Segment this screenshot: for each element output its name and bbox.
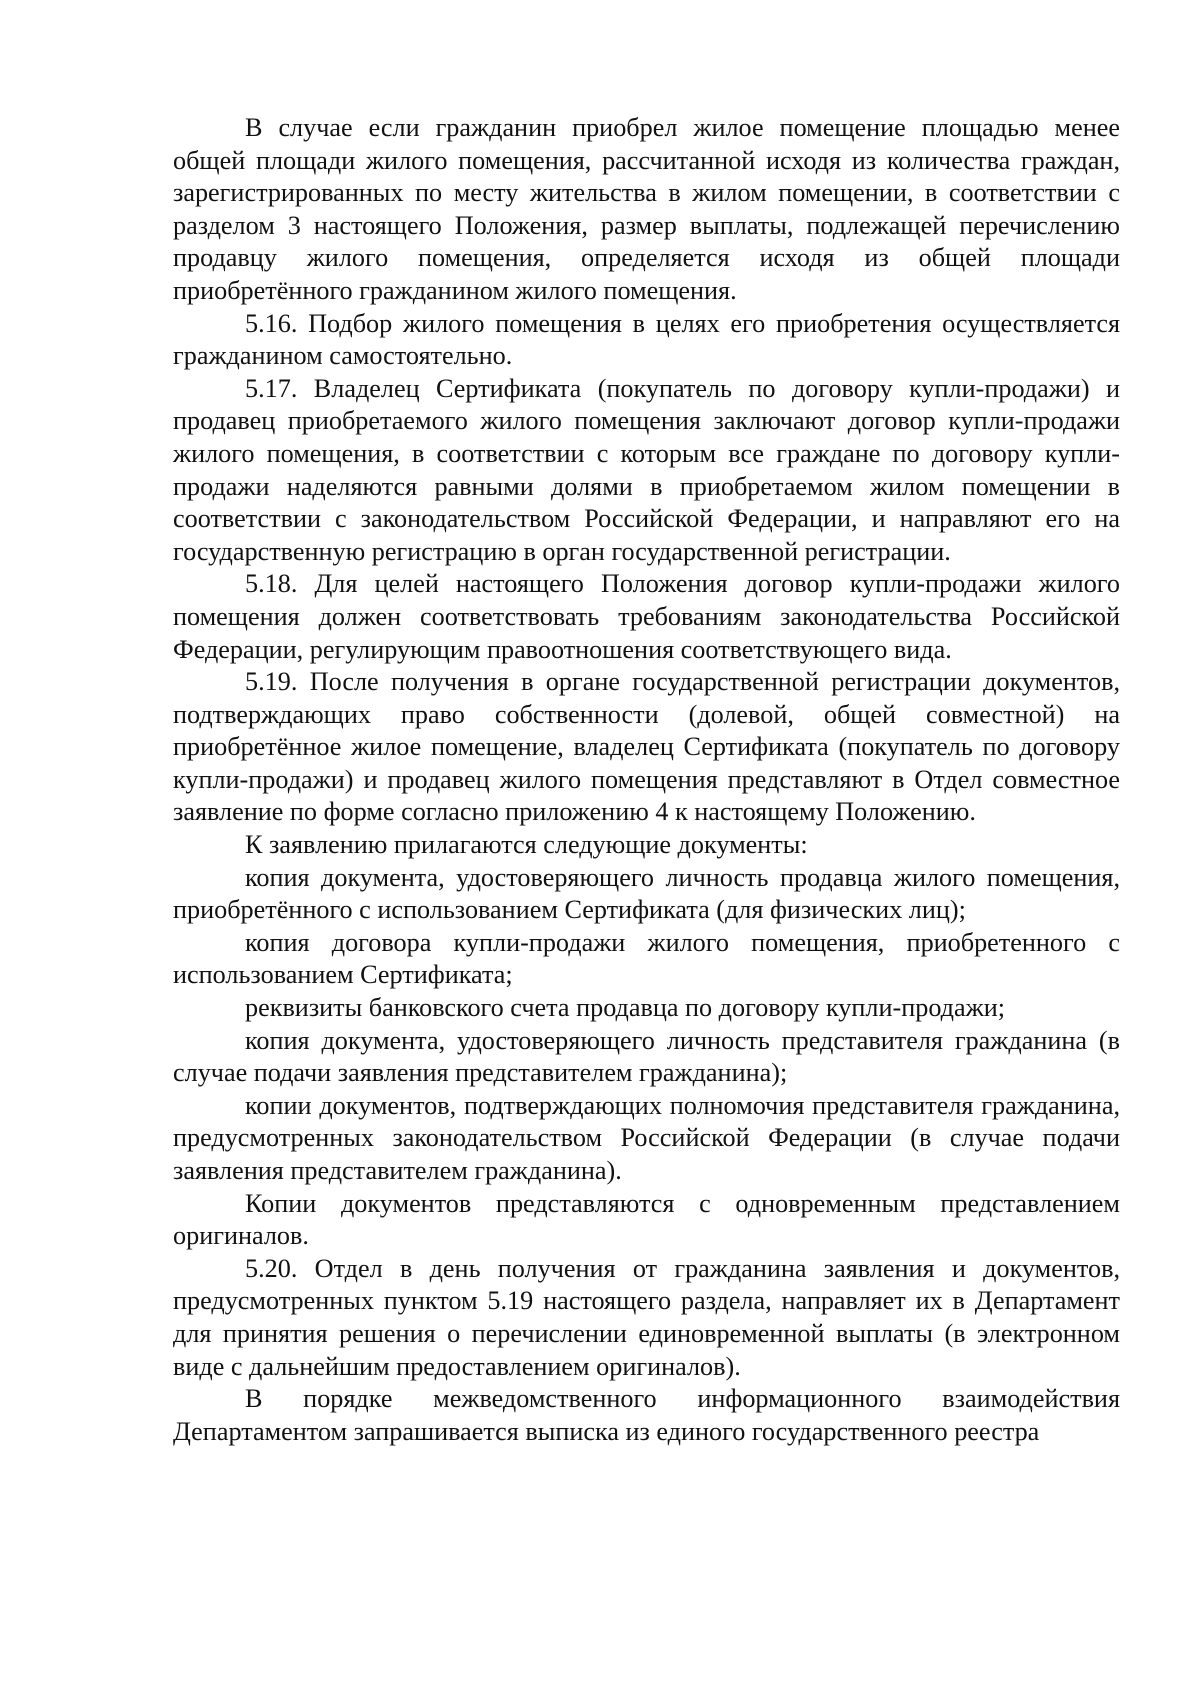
- paragraph-interagency-request: В порядке межведомственного информационного взаимодействия Департаментом запрашивается выписка из единого государственного реестра: [173, 1384, 1120, 1446]
- list-item-bank-details: реквизиты банковского счета продавца по договору купли-продажи;: [245, 993, 1005, 1023]
- paragraph-reduced-area-payment: В случае если гражданин приобрел жилое помещение площадью менее общей площади жилого помещения, рассчитанной исходя из количества граждан, зарегистрированных по месту жительства в жилом помещении, в соответствии с разделом 3 настоящего Положения, размер выплаты, подлежащей перечислению продавцу жилого помещения, определяется исходя из общей площади приобретённого гражданином жилого помещения.: [173, 113, 1120, 305]
- paragraph-5-20: 5.20. Отдел в день получения от гражданина заявления и документов, предусмотренных пунктом 5.19 настоящего раздела, направляет их в Департамент для принятия решения о перечислении единовременной выплаты (в электронном виде с дальнейшим предоставлением оригиналов).: [173, 1253, 1120, 1381]
- paragraph-attachments-intro: К заявлению прилагаются следующие документы:: [245, 830, 808, 860]
- list-item-representative-authority-copies: копии документов, подтверждающих полномочия представителя гражданина, предусмотренных законодательством Российской Федерации (в случае подачи заявления представителем гражданина).: [173, 1090, 1120, 1185]
- paragraph-5-17: 5.17. Владелец Сертификата (покупатель по договору купли-продажи) и продавец приобретаемого жилого помещения заключают договор купли-продажи жилого помещения, в соответствии с которым все граждане по договору купли-продажи наделяются равными долями в приобретаемом жилом помещении в соответствии с законодательством Российской Федерации, и направляют его на государственную регистрацию в орган государственной регистрации.: [173, 373, 1120, 566]
- list-item-representative-id-copy: копия документа, удостоверяющего личность представителя гражданина (в случае подачи заявления представителем гражданина);: [173, 1025, 1120, 1088]
- paragraph-copies-with-originals: Копии документов представляются с одновременным представлением оригиналов.: [173, 1188, 1120, 1251]
- paragraph-5-16: 5.16. Подбор жилого помещения в целях его приобретения осуществляется гражданином самостоятельно.: [173, 308, 1120, 371]
- list-item-contract-copy: копия договора купли-продажи жилого помещения, приобретенного с использованием Сертификата;: [173, 927, 1120, 990]
- document-body: [173, 112, 1120, 1448]
- paragraph-5-18: 5.18. Для целей настоящего Положения договор купли-продажи жилого помещения должен соответствовать требованиям законодательства Российской Федерации, регулирующим правоотношения соответствующего вида.: [173, 569, 1120, 664]
- list-item-seller-id-copy: копия документа, удостоверяющего личность продавца жилого помещения, приобретённого с использованием Сертификата (для физических лиц);: [173, 862, 1120, 925]
- paragraph-5-19: 5.19. После получения в органе государственной регистрации документов, подтверждающих право собственности (долевой, общей совместной) на приобретённое жилое помещение, владелец Сертификата (покупатель по договору купли-продажи) и продавец жилого помещения представляют в Отдел совместное заявление по форме согласно приложению 4 к настоящему Положению.: [173, 667, 1120, 827]
